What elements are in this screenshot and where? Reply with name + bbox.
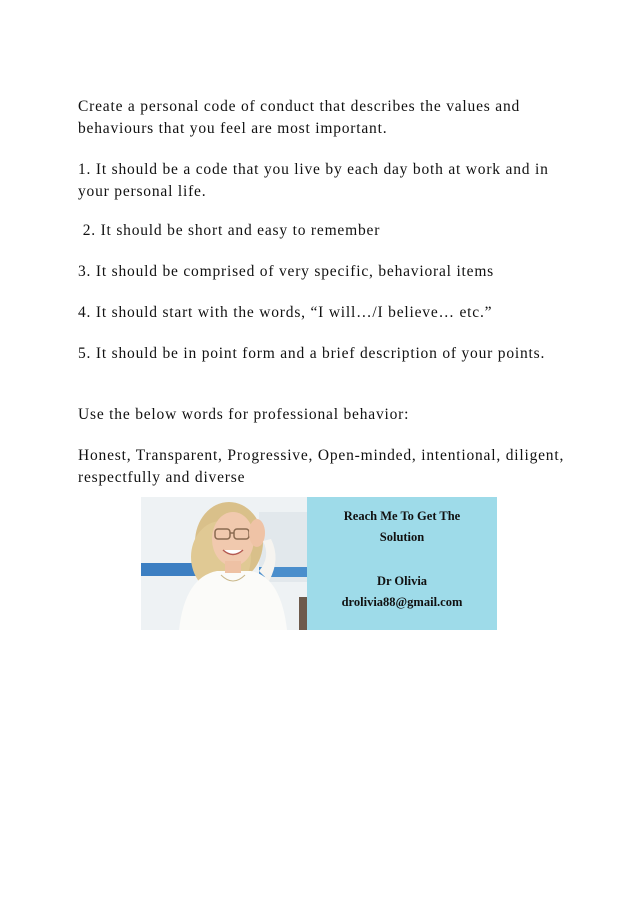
list-item-2: 2. It should be short and easy to remember [78, 222, 381, 239]
contact-email[interactable]: drolivia88@gmail.com [341, 595, 463, 609]
woman-photo [141, 497, 307, 630]
intro-paragraph: Create a personal code of conduct that describes the values and behaviours that you feel are most important. [78, 98, 525, 137]
list-item-4: 4. It should start with the words, “I will…/I believe… etc.” [78, 304, 493, 321]
words-intro: Use the below words for professional behavior: [78, 406, 410, 423]
list-item-5: 5. It should be in point form and a brief description of your points. [78, 345, 546, 362]
list-item-1: 1. It should be a code that you live by each day both at work and in your personal life. [78, 161, 554, 200]
banner-subheadline: Solution [379, 530, 425, 544]
contact-banner [141, 497, 497, 630]
contact-panel [307, 497, 497, 630]
woman-photo-illustration [141, 497, 307, 630]
contact-name: Dr Olivia [376, 574, 428, 588]
banner-headline: Reach Me To Get The [343, 509, 461, 523]
words-list: Honest, Transparent, Progressive, Open-minded, intentional, diligent, respectfully and diverse [78, 447, 569, 486]
list-item-3: 3. It should be comprised of very specific, behavioral items [78, 263, 495, 280]
